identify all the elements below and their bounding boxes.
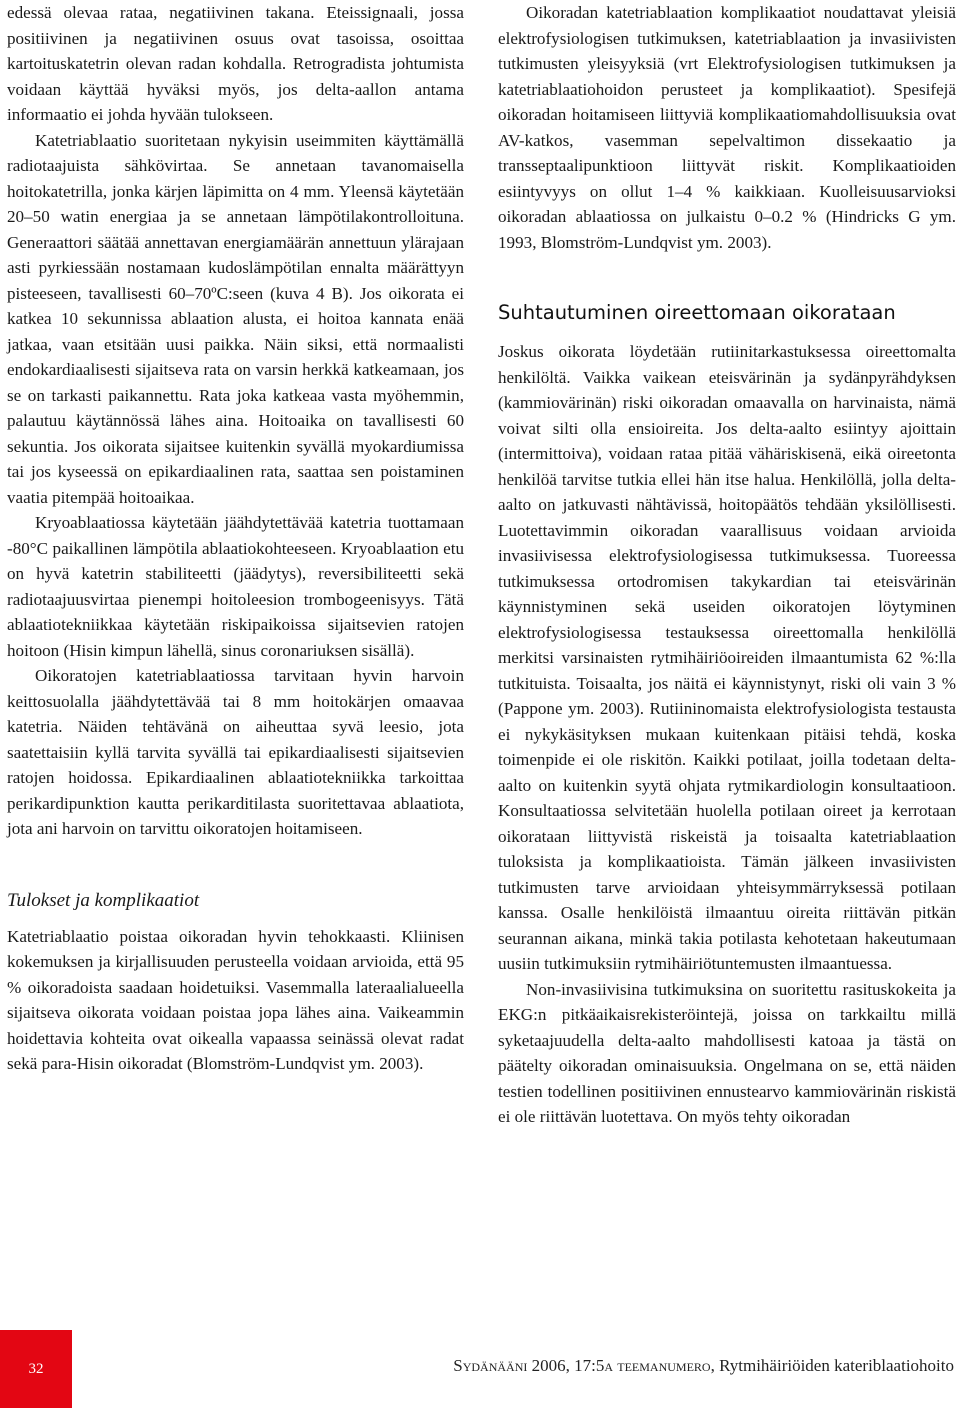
paragraph: Oikoradan katetriablaation komplikaatiot noudattavat yleisiä elektrofysiologisen tutkimuksen, katetriablaation ja invasiivisten tutkimusten yleisyyksiä (vrt Elektrofysiologisen tutkimuksen ja katetriablaatiohoidon perusteet ja komplikaatiot). Spesifejä oikoradan hoitamiseen liittyviä komplikaatiomahdollisuuksia ovat AV-katkos, vasemman sepelvaltimon dissekaatio ja transseptaalipunktioon liittyvät riskit. Komplikaatioiden esiintyvyys on ollut 1–4 % kaikkiaan. Kuolleisuusarvioksi oikoradan ablaatiossa on julkaistu 0–0.2 % (Hindricks G ym. 1993, Blomström-Lundqvist ym. 2003). <box>498 3 956 252</box>
paragraph: Non-invasiivisina tutkimuksina on suoritettu rasituskokeita ja EKG:n pitkäaikaisrekisteröintejä, joissa on tarkkailtu millä syketaajuudella delta-aalto mahdollisesti katoaa ja tästä on päätelty oikoradan ominaisuuksia. Ongelmana on se, että näiden testien todellinen positiivinen ennustearvo kammiovärinän riskistä ei ole riittävän luotettava. On myös tehty oikoradan <box>498 979 956 1126</box>
paragraph: Kryoablaatiossa käytetään jäähdytettävää katetria tuottamaan -80°C paikallinen lämpötila ablaatiokohteeseen. Kryoablaation etu on hyvä katetrin stabiliteetti (jäädytys), reversibiliteetti sekä radiotaajuusvirtaa pienempi hoitoleesion trombogeenisyys. Tätä ablaatiotekniikkaa käytetään riskipaikoissa sijaitsevien ratojen hoitoon (Hisin kimpun lähellä, sinus coronariuksen sisällä). <box>7 513 464 660</box>
paragraph: Katetriablaatio suoritetaan nykyisin useimmiten käyttämällä radiotaajuista sähkövirtaa. Se annetaan tavanomaisella hoitokatetrilla, jonka kärjen läpimitta on 4 mm. Yleensä käytetään 20–50 watin energiaa ja se annetaan lämpötilakontrolloituna. Generaattori säätää annettavan energiamäärän annettuun ylärajaan asti pyrkiessään nostamaan kudoslämpötilan ennalta määrättyyn pisteeseen, tavallisesti 60–70ºC:seen (kuva 4 B). Jos oikorata ei katkea 10 sekunnissa ablaation alusta, ei hoitoa kannata enää jatkaa, vaan etsitään uusi paikka. Näin siksi, että normaalisti endokardiaalisesti sijaitseva rata on varsin herkkä katkeamaan, jos se on tarkasti paikannettu. Rata joka katkeaa vasta myöhemmin, palautuu käytännössä lähes aina. Hoitoaika on tavallisesti 60 sekuntia. Jos oikorata sijaitsee kuitenkin syvällä myokardiumissa tai jos kyseessä on epikardiaalinen rata, saattaa sen poistaminen vaatia pitempää hoitoaikaa. <box>7 130 464 507</box>
section-heading: Tulokset ja komplikaatiot <box>7 889 200 911</box>
article-title: Rytmihäiriöiden kateriblaatiohoito <box>714 1356 954 1375</box>
paragraph: Joskus oikorata löydetään rutiinitarkastuksessa oireettomalta henkilöltä. Vaikka vaikean eteisvärinän ja sydänpyrähdyksen (kammiovärinän) riski oikoradan omaavalla on harvinaista, nämä voivat silti olla ensioireita. Jos delta-aalto esiintyy ajoittain (intermittoiva), voidaan rataa pitää vähäriskisenä, eikä oireetonta henkilöä tarvitse tutkia ellei hän itse halua. Henkilöllä, jolla delta-aalto on jatkuvasti nähtävissä, hoitopäätös tehdään yksilöllisesti. Luotettavimmin oikoradan vaarallisuus voidaan arvioida invasiivisessa elektrofysiologisessa tutkimuksessa. Tuoreessa tutkimuksessa ortodromisen takykardian tai eteisvärinän käynnistyminen sekä useiden oikoratojen löytyminen elektrofysiologisessa testauksessa oireettomalla henkilöllä merkitsi varsinaisten rytmihäiriöoireiden ilmaantumista 62 %:lla tutkituista. Toisaalta, jos näitä ei käynnistynyt, riski oli vain 3 % (Pappone ym. 2003). Rutiininomaista elektrofysiologista testausta ei nykykäsityksen mukaan kuitenkaan pitäisi tehdä, koska toimenpide ei ole riskitön. Kaikki potilaat, joilla todetaan delta-aalto on kuitenkin syytä ohjata rytmikardiologin konsultaatioon. Konsultaatiossa selvitetään huolella potilaan oireet ja kerrotaan oikorataan liittyvistä riskeistä ja toisaalta katetriablaation tuloksista ja komplikaatioista. Tämän jälkeen invasiivisten tutkimusten tarve arvioidaan yhteisymmärryksessä potilaan kanssa. Osalle henkilöistä ilmaantuu oireita riittävän pitkän seurannan aikana, minkä takia potilasta kehotetaan hakeutumaan uusiin tutkimuksiin rytmihäiriötuntemusten ilmaantuessa. <box>498 342 956 973</box>
page-number: 32 <box>0 1330 72 1408</box>
paragraph: Katetriablaatio poistaa oikoradan hyvin tehokkaasti. Kliinisen kokemuksen ja kirjallisuuden perusteella voidaan arvioida, että 95 % oikoradoista saadaan hoidetuiksi. Vasemmalla lateraalialueella sijaitseva oikorata voidaan poistaa jopa lähes aina. Vaikeammin hoidettavia kohteita ovat oikealla vapaassa seinässä olevat radat sekä para-Hisin oikoradat (Blomström-Lundqvist ym. 2003). <box>7 926 464 1073</box>
right-column <box>498 0 956 1130</box>
section-heading: Suhtautuminen oireettomaan oikorataan <box>498 301 896 324</box>
running-footer <box>453 1356 954 1376</box>
left-column <box>7 0 464 1077</box>
paragraph: edessä olevaa rataa, negatiivinen takana. Eteissignaali, jossa positiivinen ja negatiivinen osuus ovat tasoissa, osoittaa kartoituskatetrin olevan radan kohdalla. Retrogradista johtumista voidaan käyttää hyväksi myös, jos delta-aallon antama informaatio ei johda hyvään tulokseen. <box>7 3 464 124</box>
paragraph: Oikoratojen katetriablaatiossa tarvitaan hyvin harvoin keittosuolalla jäähdytettävää tai 8 mm hoitokärjen omaavaa katetria. Näiden tehtävänä on aiheuttaa syvä leesio, jota saatettaisiin kyllä tarvita syvällä tai epikardiaalisesti sijaitsevien ratojen hoidossa. Epikardiaalinen ablaatiotekniikka tarkoittaa perikardipunktion kautta perikarditilasta suoritettavaa ablaatiota, jota ani harvoin on tarvittu oikoratojen hoitamiseen. <box>7 666 464 838</box>
journal-name: Sydänääni 2006, 17:5a teemanumero, <box>453 1356 715 1375</box>
